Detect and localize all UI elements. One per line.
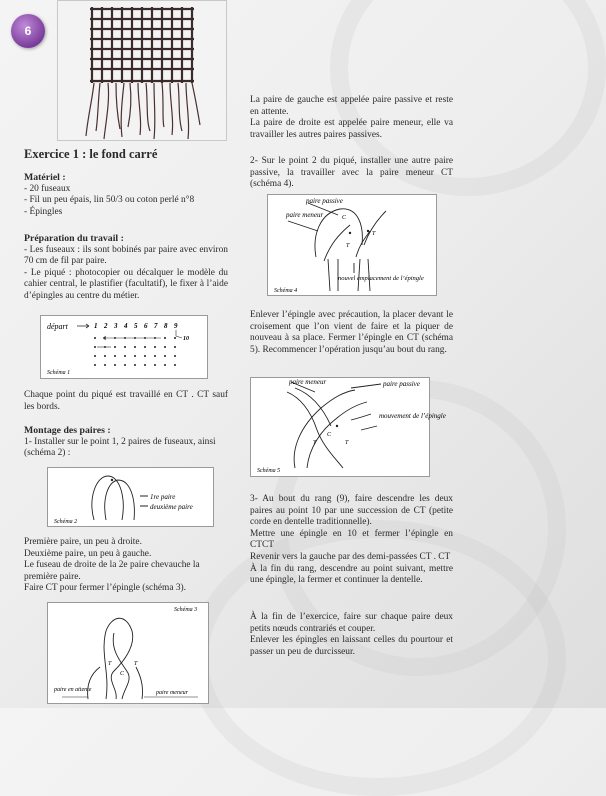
after-schema2-line: Deuxième paire, un peu à gauche. [24,548,152,559]
schema3-caption: Schéma 3 [174,607,198,613]
ct-rule-paragraph: Chaque point du piqué est travaillé en CT . CT sauf les bords. [24,390,228,412]
schema5-movement-label: mouvement de l’épingle [379,412,446,420]
schema1-number: 8 [164,322,168,330]
montage-heading: Montage des paires : [24,425,111,436]
schema2-caption: Schéma 2 [54,519,78,525]
lead-pair-definition: La paire de droite est appelée paire meneur, elle va travailler les autres paires passives. [250,118,453,140]
schema-5-figure [250,377,446,477]
step3-text [250,494,453,587]
page-title: Exercice 1 : le fond carré [24,147,158,161]
schema1-number: 9 [174,322,178,330]
step2-paragraph: 2- Sur le point 2 du piqué, installer une autre paire passive, la travailler avec la paire meneur CT (schéma 4). [250,156,453,190]
schema1-caption: Schéma 1 [47,370,71,376]
schema1-depart-label: départ [47,322,68,331]
schema4-c-label: C [342,215,347,221]
after-schema2-line: Le fuseau de droite de la 2e paire chevauche la première paire. [24,560,200,582]
schema1-number: 2 [104,322,108,330]
after-schema1-text [24,390,228,413]
materiel-heading: Matériel : [24,172,66,183]
materiel-item: - Épingles [24,206,63,217]
materiel-section [24,172,228,218]
schema-2-figure [47,467,214,527]
schema2-first-pair-label: 1re paire [150,493,176,501]
step3-line: À la fin du rang, descendre au point suivant, mettre une épingle, la fermer et continuer la dentelle. [250,563,453,586]
schema4-t-label: T [372,231,376,237]
pair-definitions [250,95,453,141]
preparation-section [24,233,228,303]
schema1-number: 6 [144,322,148,330]
after-schema2-text [24,537,228,595]
schema-3-figure [47,602,209,704]
step3-line: Revenir vers la gauche par des demi-passées CT . CT [250,551,451,562]
schema-4-figure [267,194,437,296]
ending-line: Enlever les épingles en laissant celles du pourtour et passer un peu de durcisseur. [250,635,453,657]
ending-text [250,612,453,658]
schema5-c-label: C [327,432,332,438]
schema3-lead-pair-label: paire meneur [156,690,188,696]
exercise-title [24,149,228,161]
ending-line: À la fin de l’exercice, faire sur chaque paire deux petits nœuds contrariés et couper. [250,612,453,634]
materiel-item: - Fil un peu épais, lin 50/3 ou coton perlé n°8 [24,195,195,206]
step3-line: 3- Au bout du rang (9), faire descendre les deux paires au point 10 par une succession de CT (petite corde en dentelle traditionnelle). [250,494,453,528]
page-number: 6 [24,24,32,38]
preparation-pique: - Le piqué : photocopier ou décalquer le modèle du cahier central, le plastifier (facultatif), le fixer à l’aide d’épingles au centre du métier. [24,267,228,301]
lace-grid-image [58,1,226,140]
schema5-passive-label: paire passive [383,380,420,388]
montage-intro: 1- Installer sur le point 1, 2 paires de fuseaux, ainsi (schéma 2) : [24,436,216,459]
schema4-new-pin-label: nouvel emplacement de l’épingle [338,275,424,282]
preparation-heading: Préparation du travail : [24,233,124,244]
after-schema2-line: Première paire, un peu à droite. [24,537,142,547]
schema5-caption: Schéma 5 [257,468,281,474]
schema3-waiting-pair-label: paire en attente [54,687,92,693]
schema5-t-label: T [313,440,317,446]
page-number-badge [11,14,45,48]
schema4-caption: Schéma 4 [274,288,298,294]
schema3-c-label: C [120,671,125,677]
schema3-t-label: T [134,661,138,667]
schema1-number: 5 [134,322,138,330]
step3-line: Mettre une épingle en 10 et fermer l’épingle en CTCT [250,528,453,551]
schema4-passive-label: paire passive [306,197,343,205]
after-schema2-line: Faire CT pour fermer l’épingle (schéma 3). [24,583,187,594]
schema1-number: 1 [94,322,98,330]
schema5-lead-label: paire meneur [289,378,327,386]
materiel-item: - 20 fuseaux [24,183,71,194]
schema2-second-pair-label: deuxième paire [150,503,193,511]
schema3-t-label: T [108,661,112,667]
schema1-number: 7 [154,322,158,330]
after-schema4-paragraph: Enlever l’épingle avec précaution, la placer devant le croisement que l’on vient de faire et la piquer de nouveau à sa place. Fermer l’épingle en CT (schéma 5). Recommencer l’opération jusqu’au bout du rang. [250,310,453,355]
after-schema4-text [250,310,453,356]
schema1-number: 4 [124,322,128,330]
schema4-lead-label: paire meneur [286,211,324,219]
preparation-fuseaux: - Les fuseaux : ils sont bobinés par paire avec environ 70 cm de fil par paire. [24,244,228,267]
schema4-t-label: T [346,243,350,249]
schema1-number-10: 10 [183,336,189,342]
montage-section [24,425,228,460]
lace-sample-photo [57,0,227,141]
step2-text [250,156,453,191]
schema1-number: 3 [114,322,118,330]
schema-1-figure [40,315,208,379]
schema5-t-label: T [345,440,349,446]
passive-pair-definition: La paire de gauche est appelée paire passive et reste en attente. [250,95,453,117]
